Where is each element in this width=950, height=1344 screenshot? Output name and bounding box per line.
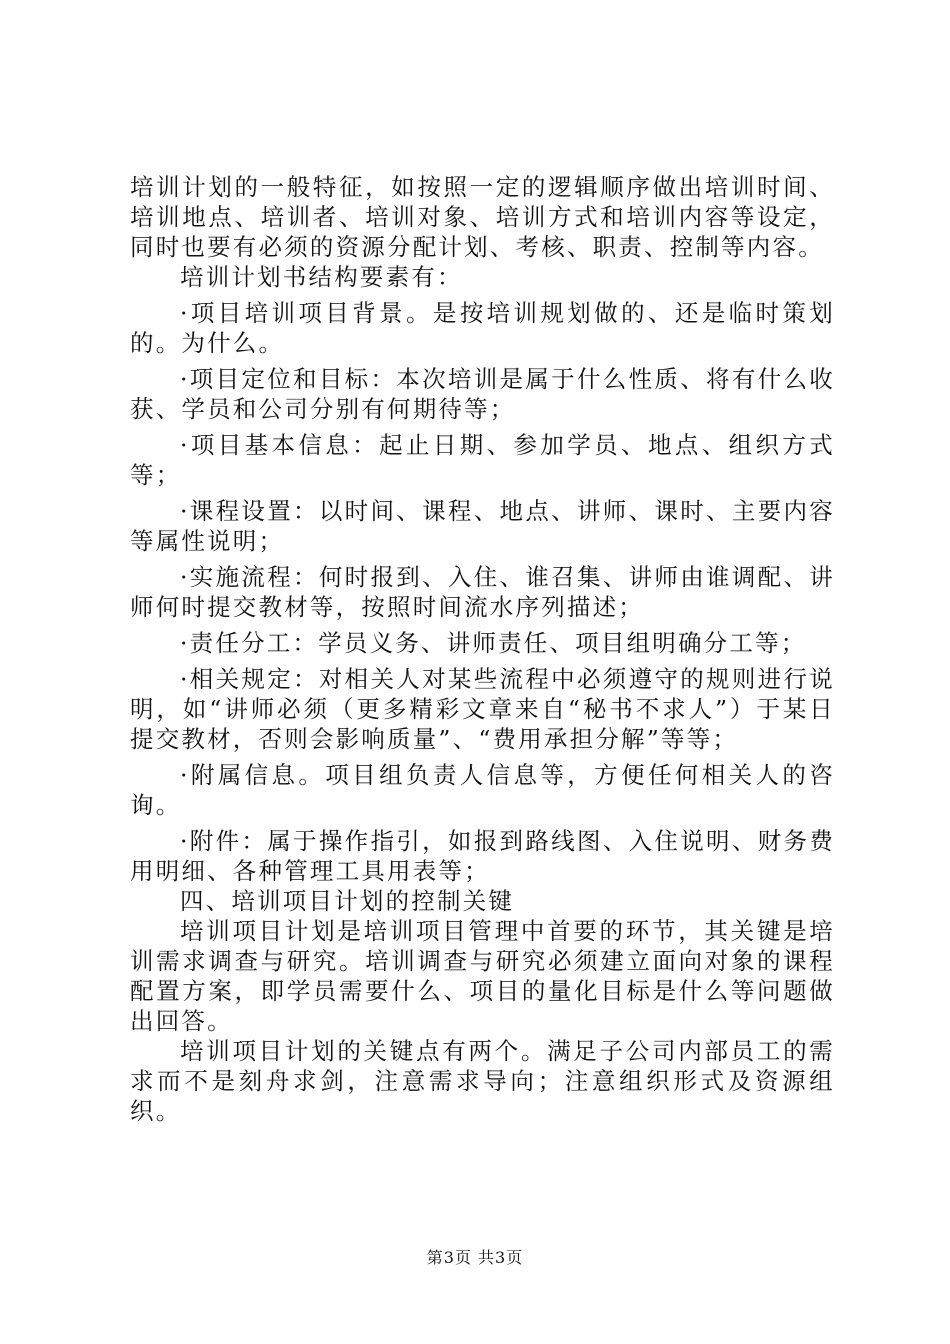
bullet-attachments: ·附件：属于操作指引，如报到路线图、入住说明、财务费用明细、各种管理工具用表等； — [130, 827, 835, 885]
paragraph-intro: 培训计划的一般特征，如按照一定的逻辑顺序做出培训时间、培训地点、培训者、培训对象、培训方式和培训内容等设定，同时也要有必须的资源分配计划、考核、职责、控制等内容。 — [130, 173, 835, 261]
bullet-project-background: ·项目培训项目背景。是按培训规划做的、还是临时策划的。为什么。 — [130, 299, 835, 357]
bullet-regulations: ·相关规定：对相关人对某些流程中必须遵守的规则进行说明，如“讲师必须（更多精彩文章来自“秘书不求人”）于某日提交教材，否则会影响质量”、“费用承担分解”等等； — [130, 665, 835, 753]
section-heading-control-key: 四、培训项目计划的控制关键 — [180, 887, 515, 915]
paragraph-structure-heading: 培训计划书结构要素有： — [180, 263, 463, 291]
bullet-course-setup: ·课程设置：以时间、课程、地点、讲师、课时、主要内容等属性说明； — [130, 497, 835, 555]
bullet-responsibility: ·责任分工：学员义务、讲师责任、项目组明确分工等； — [180, 629, 807, 657]
page-number-footer: 第3页 共3页 — [426, 1248, 524, 1267]
bullet-implementation-flow: ·实施流程：何时报到、入住、谁召集、讲师由谁调配、讲师何时提交教材等，按照时间流水序列描述； — [130, 563, 835, 621]
bullet-auxiliary-info: ·附属信息。项目组负责人信息等，方便任何相关人的咨询。 — [130, 761, 835, 819]
paragraph-control-key: 培训项目计划是培训项目管理中首要的环节，其关键是培训需求调查与研究。培训调查与研究必须建立面向对象的课程配置方案，即学员需要什么、项目的量化目标是什么等问题做出回答。 — [130, 917, 835, 1035]
paragraph-key-points: 培训项目计划的关键点有两个。满足子公司内部员工的需求而不是刻舟求剑，注意需求导向；注意组织形式及资源组织。 — [130, 1037, 835, 1125]
bullet-positioning-goals: ·项目定位和目标：本次培训是属于什么性质、将有什么收获、学员和公司分别有何期待等； — [130, 365, 835, 423]
document-body — [130, 172, 835, 1126]
bullet-basic-info: ·项目基本信息：起止日期、参加学员、地点、组织方式等； — [130, 431, 835, 489]
